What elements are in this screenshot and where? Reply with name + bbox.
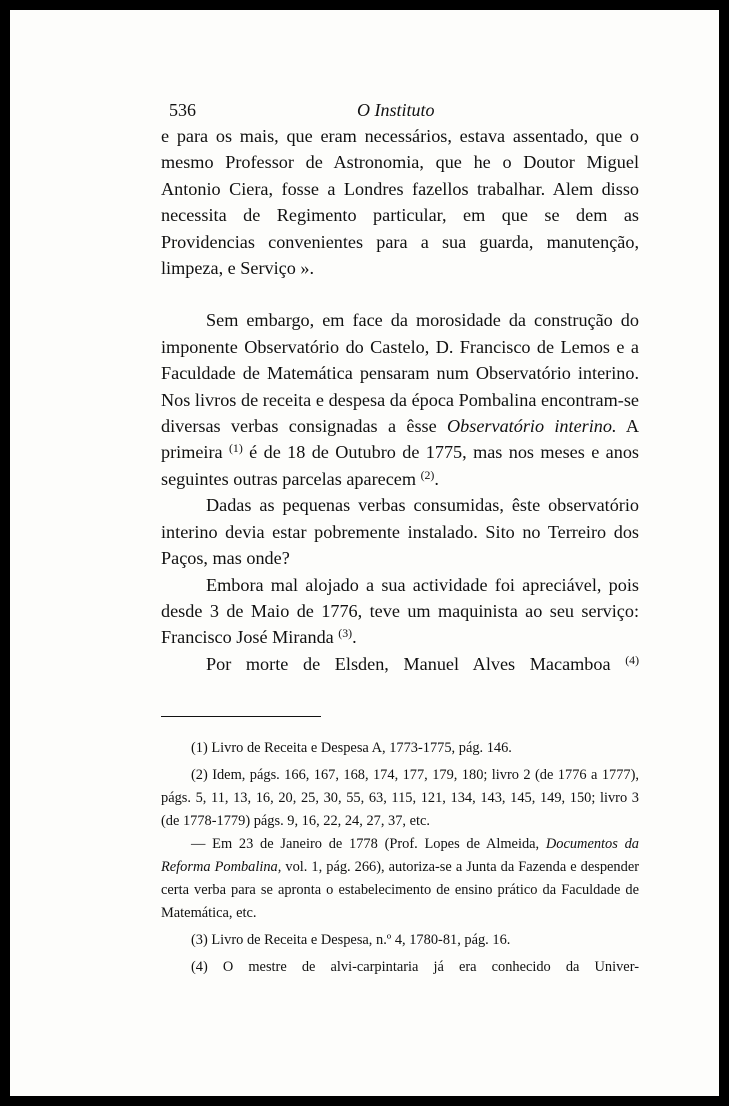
paragraph-2-italic: Observatório interino. (447, 416, 617, 437)
footnote-2-continuation-text-a: — Em 23 de Janeiro de 1778 (Prof. Lopes de Almeida, (191, 836, 540, 852)
footnote-rule (161, 716, 321, 717)
footnote-ref-4: (4) (625, 652, 640, 667)
footnote-2: (2) Idem, págs. 166, 167, 168, 174, 177, 179, 180; livro 2 (de 1776 a 1777), págs. 5, 11, 13, 16, 20, 25, 30, 55, 63, 115, 121, 134, 143, 145, 149, 150; livro 3 (de 1778-1779) págs. 9, 16, 22, 24, 27, 37, etc. (161, 767, 639, 829)
footnote-ref-2: (2) (420, 467, 435, 482)
footnote-1: (1) Livro de Receita e Despesa A, 1773-1775, pág. 146. (191, 740, 512, 756)
footnote-3: (3) Livro de Receita e Despesa, n.º 4, 1780-81, pág. 16. (191, 932, 511, 948)
footnote-ref-3: (3) (338, 626, 353, 641)
footnote-2-continuation (161, 833, 639, 925)
footnote-4: (4) O mestre de alvi-carpintaria já era conhecido da Univer- (191, 959, 639, 975)
paragraph-5 (161, 651, 639, 677)
paragraph-2-text-a: Sem embargo, em face da morosidade da construção do imponente Observatório do Castelo, D. Francisco de Lemos e a Faculdade de Matemática pensaram num Observatório interino. Nos livros de receita e despesa da época Pombalina encontram-se diversas verbas consignadas a êsse (161, 310, 639, 437)
paragraph-2-text-c: é de 18 de Outubro de 1775, mas nos meses e anos seguintes outras parcelas aparecem (161, 442, 639, 489)
running-title: O Instituto (357, 100, 435, 120)
paragraph-2-text-b: A primeira (161, 416, 640, 463)
paragraph-4 (161, 572, 639, 651)
page-header (169, 100, 649, 124)
paragraph-2-text-d: . (434, 468, 439, 489)
page-number: 536 (169, 100, 196, 120)
paragraph-4-text-b: . (352, 627, 357, 648)
footnote-2-continuation-italic: Documentos da Reforma Pombalina, (161, 836, 639, 875)
footnotes (161, 737, 639, 983)
footnote-2-continuation-text-b: vol. 1, pág. 266), autoriza-se a Junta da Fazenda e despender certa verba para se apronta o estabelecimento de ensino prático da Faculdade de Matemática, etc. (161, 859, 639, 921)
paragraph-2 (161, 307, 639, 492)
paragraph-3: Dadas as pequenas verbas consumidas, êste observatório interino devia estar pobremente instalado. Sito no Terreiro dos Paços, mas onde? (161, 495, 639, 569)
paragraph-5-text-a: Por morte de Elsden, Manuel Alves Macamboa (206, 653, 611, 674)
paragraph-gap (161, 281, 639, 307)
footnote-ref-1: (1) (228, 441, 243, 456)
paragraph-1: e para os mais, que eram necessários, estava assentado, que o mesmo Professor de Astronomia, que he o Doutor Miguel Antonio Ciera, fosse a Londres fazellos trabalhar. Alem disso necessita de Regimento particular, em que se dem as Providencias convenientes para a sua guarda, manutenção, limpeza, e Serviço ». (161, 126, 639, 279)
paragraph-4-text-a: Embora mal alojado a sua actividade foi apreciável, pois desde 3 de Maio de 1776, teve um maquinista ao seu serviço: Francisco José Miranda (161, 574, 639, 648)
main-text (161, 123, 639, 677)
